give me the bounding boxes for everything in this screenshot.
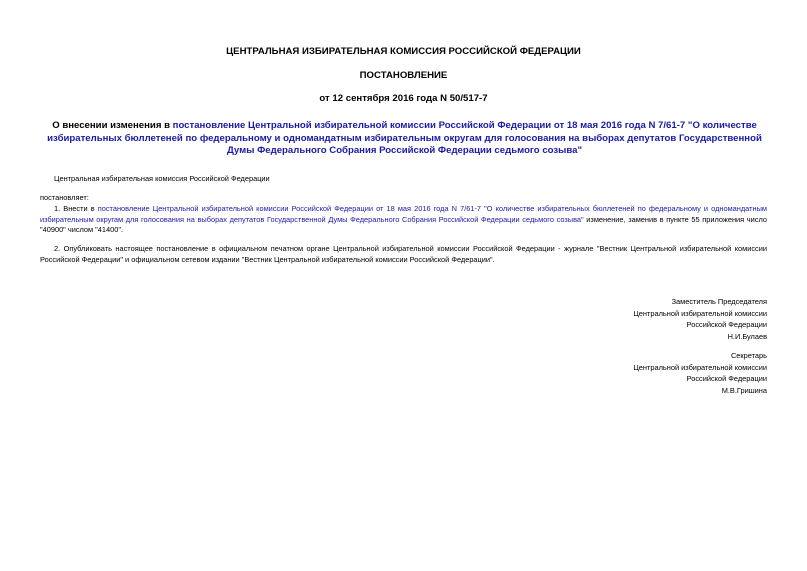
signature-line: Секретарь bbox=[730, 351, 767, 360]
signature-line: Российской Федерации bbox=[686, 374, 767, 383]
document-date-number: от 12 сентября 2016 года N 50/517-7 bbox=[319, 93, 488, 104]
issuing-organization: ЦЕНТРАЛЬНАЯ ИЗБИРАТЕЛЬНАЯ КОМИССИЯ РОССИЙСКОЙ ФЕДЕРАЦИИ bbox=[226, 46, 581, 57]
signature-line: Российской Федерации bbox=[686, 320, 767, 329]
document-type: ПОСТАНОВЛЕНИЕ bbox=[359, 70, 448, 81]
signatory-name: М.В.Гришина bbox=[721, 385, 767, 395]
signature-block-secretary bbox=[547, 350, 767, 396]
title-referenced-resolution-link[interactable]: постановление Центральной избирательной комиссии Российской Федерации от 18 мая 2016 года N 7/61-7 "О количестве избирательных бюллетеней по федеральному и одномандатным избирательным округам для голосования на выборах депутатов Государственной Думы Федерального Собрания Российской Федерации седьмого созыва" bbox=[47, 120, 762, 156]
item-1-paragraph bbox=[40, 204, 767, 236]
item-2-text: 2. Опубликовать настоящее постановление в официальном печатном органе Центральной избирательной комиссии Российской Федерации - журнале "Вестник Центральной избирательной комиссии Российской Федерации" и официальном сетевом издании "Вестник Центральной избирательной комиссии Российской Федерации". bbox=[40, 244, 767, 264]
item-1-prefix: 1. Внести в bbox=[54, 204, 98, 213]
signatory-name: Н.И.Булаев bbox=[727, 331, 767, 341]
issuer-paragraph bbox=[40, 174, 767, 185]
item-1-referenced-resolution-link[interactable]: постановление Центральной избирательной комиссии Российской Федерации от 18 мая 2016 года N 7/61-7 "О количестве избирательных бюллетеней по федеральному и одномандатным избирательным округам для голосования на выборах депутатов Государственной Думы Федерального Собрания Российской Федерации седьмого созыва" bbox=[40, 204, 767, 224]
signature-block-deputy-chairman bbox=[547, 296, 767, 342]
resolves-paragraph: постановляет: bbox=[40, 193, 89, 202]
document-title bbox=[38, 120, 771, 158]
item-2-paragraph bbox=[40, 244, 767, 265]
signature-line: Заместитель Председателя bbox=[671, 297, 767, 306]
signature-line: Центральной избирательной комиссии bbox=[633, 308, 767, 318]
title-prefix: О внесении изменения в bbox=[52, 120, 173, 131]
item-1-suffix: изменение, заменив в пункте 55 приложения число "40900" числом "41400". bbox=[40, 214, 767, 234]
signature-line: Центральной избирательной комиссии bbox=[633, 362, 767, 372]
issuer-text: Центральная избирательная комиссия Российской Федерации bbox=[54, 174, 270, 183]
